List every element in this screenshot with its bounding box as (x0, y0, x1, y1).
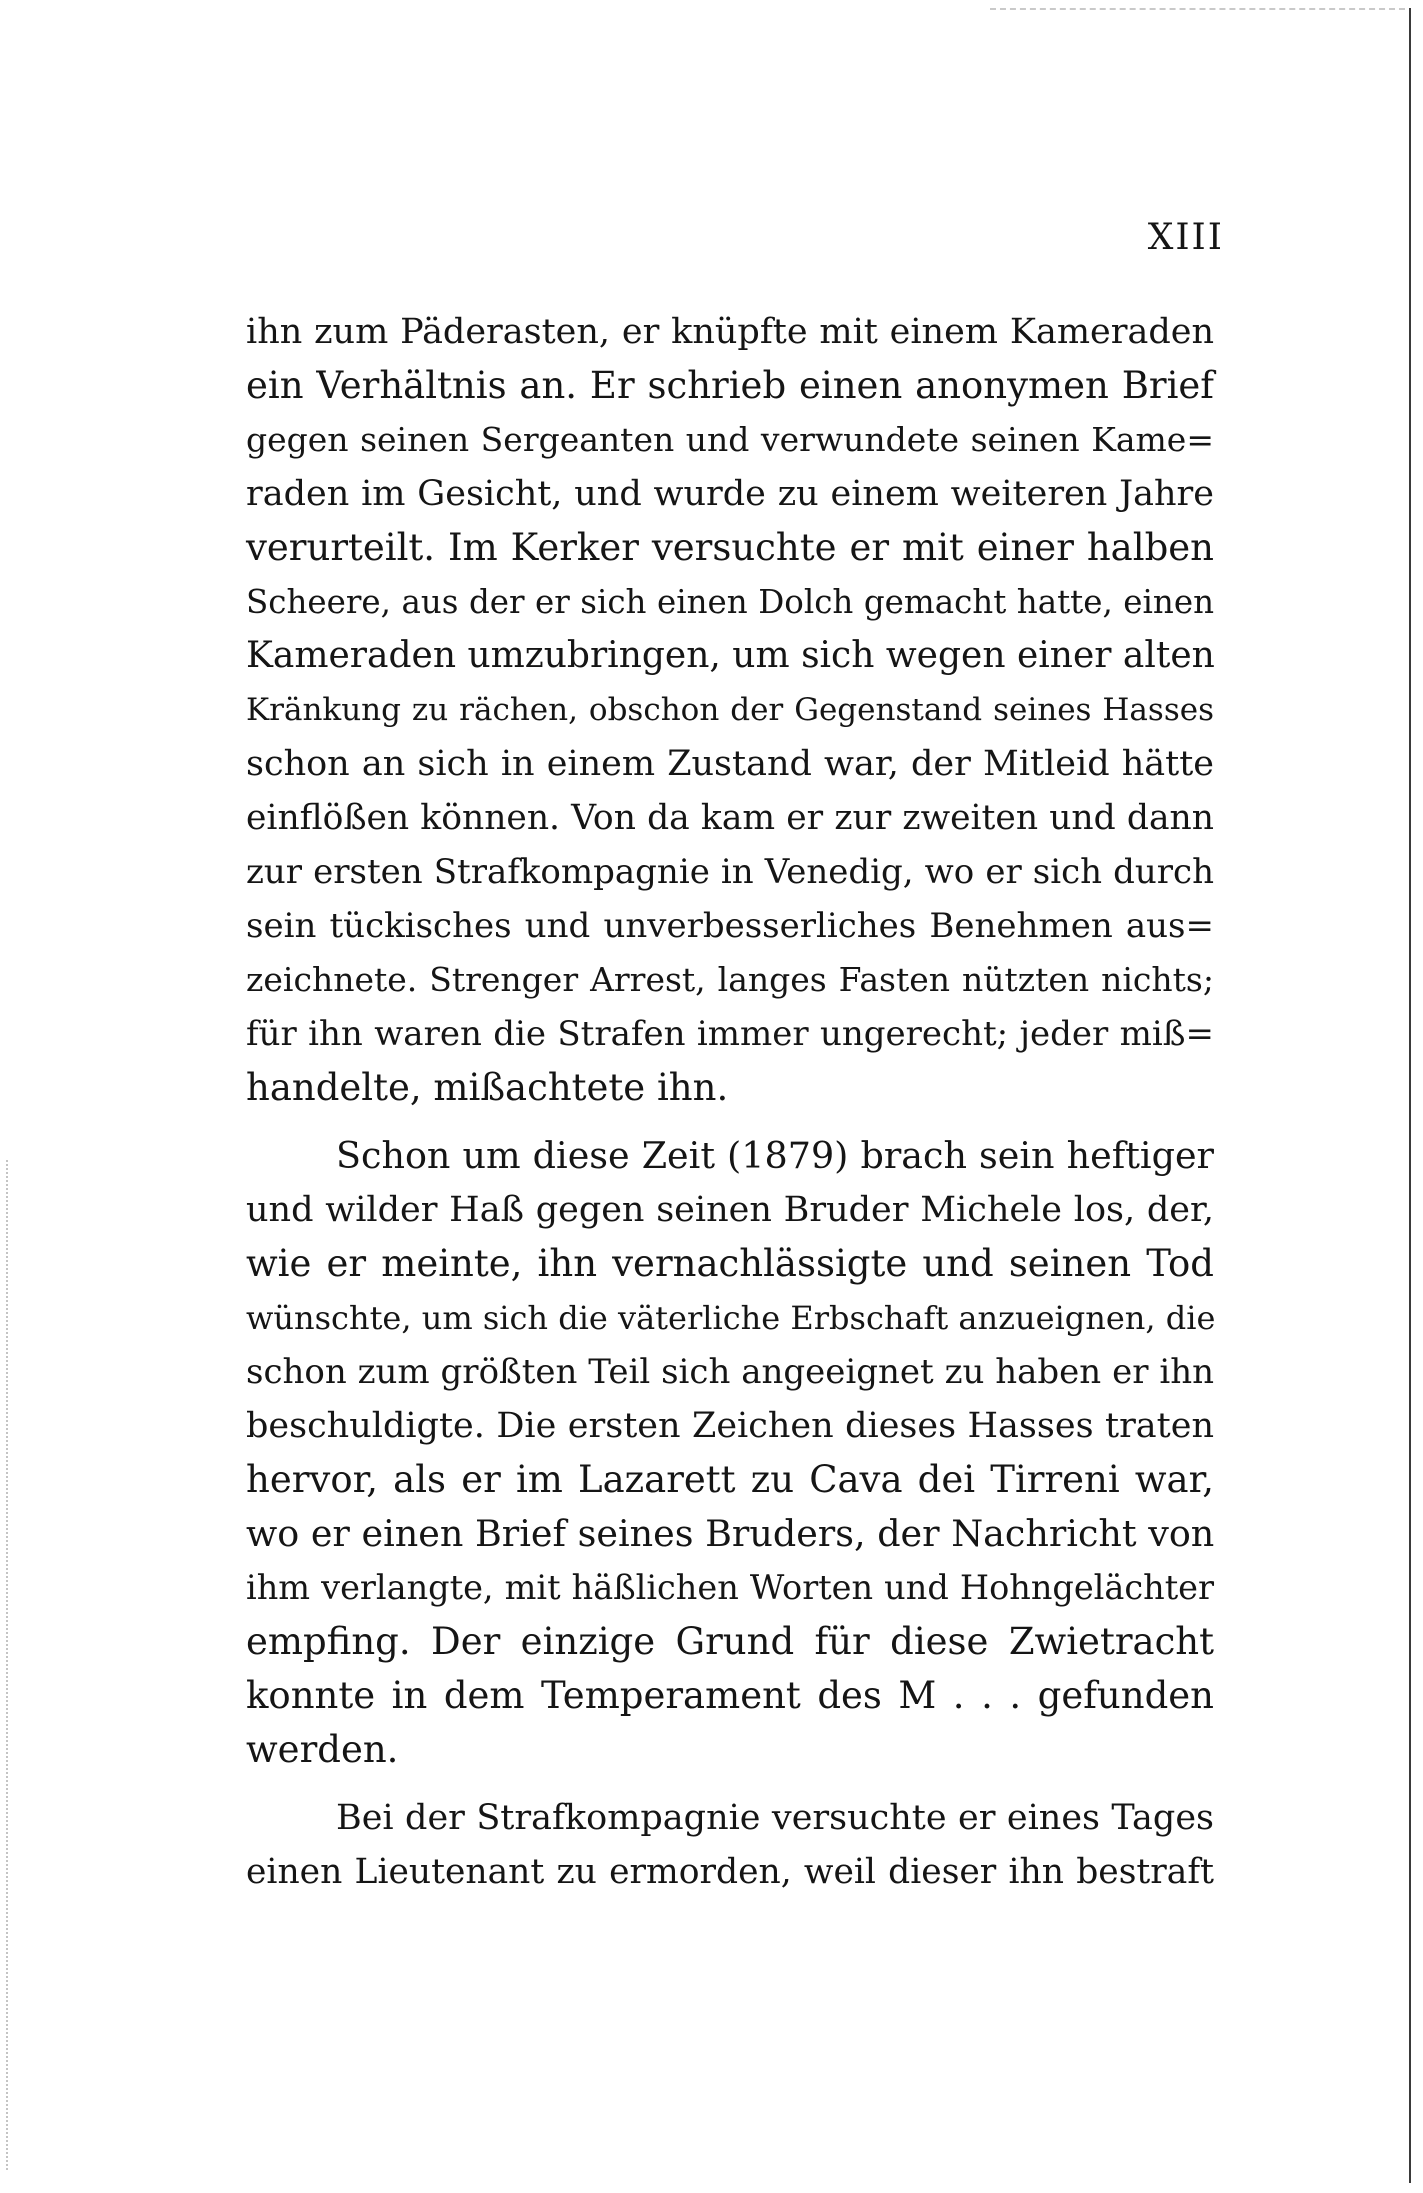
text-line: beschuldigte. Die ersten Zeichen dieses Hasses traten (246, 1406, 1214, 1446)
text-line: sein tückisches und unverbesserliches Benehmen aus= (246, 906, 1214, 946)
text-line: zeichnete. Strenger Arrest, langes Fasten nützten nichts; (246, 960, 1214, 999)
text-line: für ihn waren die Strafen immer ungerecht; jeder miß= (246, 1014, 1214, 1054)
text-line: ihm verlangte, mit häßlichen Worten und Hohngelächter (246, 1568, 1214, 1607)
scan-edge-left (6, 1160, 8, 2170)
text-line: schon zum größten Teil sich angeeignet zu haben er ihn (246, 1352, 1214, 1392)
text-line: werden. (246, 1728, 399, 1771)
text-line: Scheere, aus der er sich einen Dolch gemacht hatte, einen (246, 583, 1214, 621)
text-line: gegen seinen Sergeanten und verwundete seinen Kame= (246, 420, 1214, 459)
paragraph (246, 305, 1214, 1115)
scan-edge-right (1409, 8, 1411, 2183)
text-line: schon an sich in einem Zustand war, der Mitleid hätte (246, 744, 1214, 784)
page-number: XIII (1147, 217, 1224, 258)
paragraph-spacer (246, 1115, 1214, 1129)
body-text (246, 305, 1214, 1899)
text-line: einen Lieutenant zu ermorden, weil dieser ihn bestraft (246, 1852, 1214, 1892)
text-line: ein Verhältnis an. Er schrieb einen anonymen Brief (246, 364, 1214, 407)
text-line: Bei der Strafkompagnie versuchte er eines Tages (336, 1798, 1214, 1838)
text-line: einflößen können. Von da kam er zur zweiten und dann (246, 798, 1214, 838)
paragraph (246, 1791, 1214, 1899)
paragraph-spacer (246, 1777, 1214, 1791)
text-line: handelte, mißachtete ihn. (246, 1066, 729, 1109)
text-line: konnte in dem Temperament des M . . . gefunden (246, 1674, 1214, 1717)
text-line: raden im Gesicht, und wurde zu einem weiteren Jahre (246, 474, 1214, 514)
text-line: ihn zum Päderasten, er knüpfte mit einem Kameraden (246, 312, 1214, 352)
paragraph (246, 1129, 1214, 1777)
text-line: wo er einen Brief seines Bruders, der Nachricht von (246, 1512, 1215, 1555)
text-line: empfing. Der einzige Grund für diese Zwietracht (246, 1620, 1214, 1663)
scan-edge-top (990, 8, 1405, 10)
text-line: verurteilt. Im Kerker versuchte er mit einer halben (246, 526, 1214, 569)
text-line: und wilder Haß gegen seinen Bruder Michele los, der, (246, 1190, 1214, 1230)
text-line: Kränkung zu rächen, obschon der Gegenstand seines Hasses (246, 692, 1214, 728)
text-line: wünschte, um sich die väterliche Erbschaft anzueignen, die (246, 1299, 1216, 1337)
text-line: Schon um diese Zeit (1879) brach sein heftiger (336, 1134, 1214, 1177)
text-line: wie er meinte, ihn vernachlässigte und seinen Tod (246, 1242, 1214, 1285)
text-line: zur ersten Strafkompagnie in Venedig, wo er sich durch (246, 852, 1214, 892)
text-line: hervor, als er im Lazarett zu Cava dei Tirreni war, (246, 1458, 1214, 1501)
text-line: Kameraden umzubringen, um sich wegen einer alten (246, 635, 1215, 676)
